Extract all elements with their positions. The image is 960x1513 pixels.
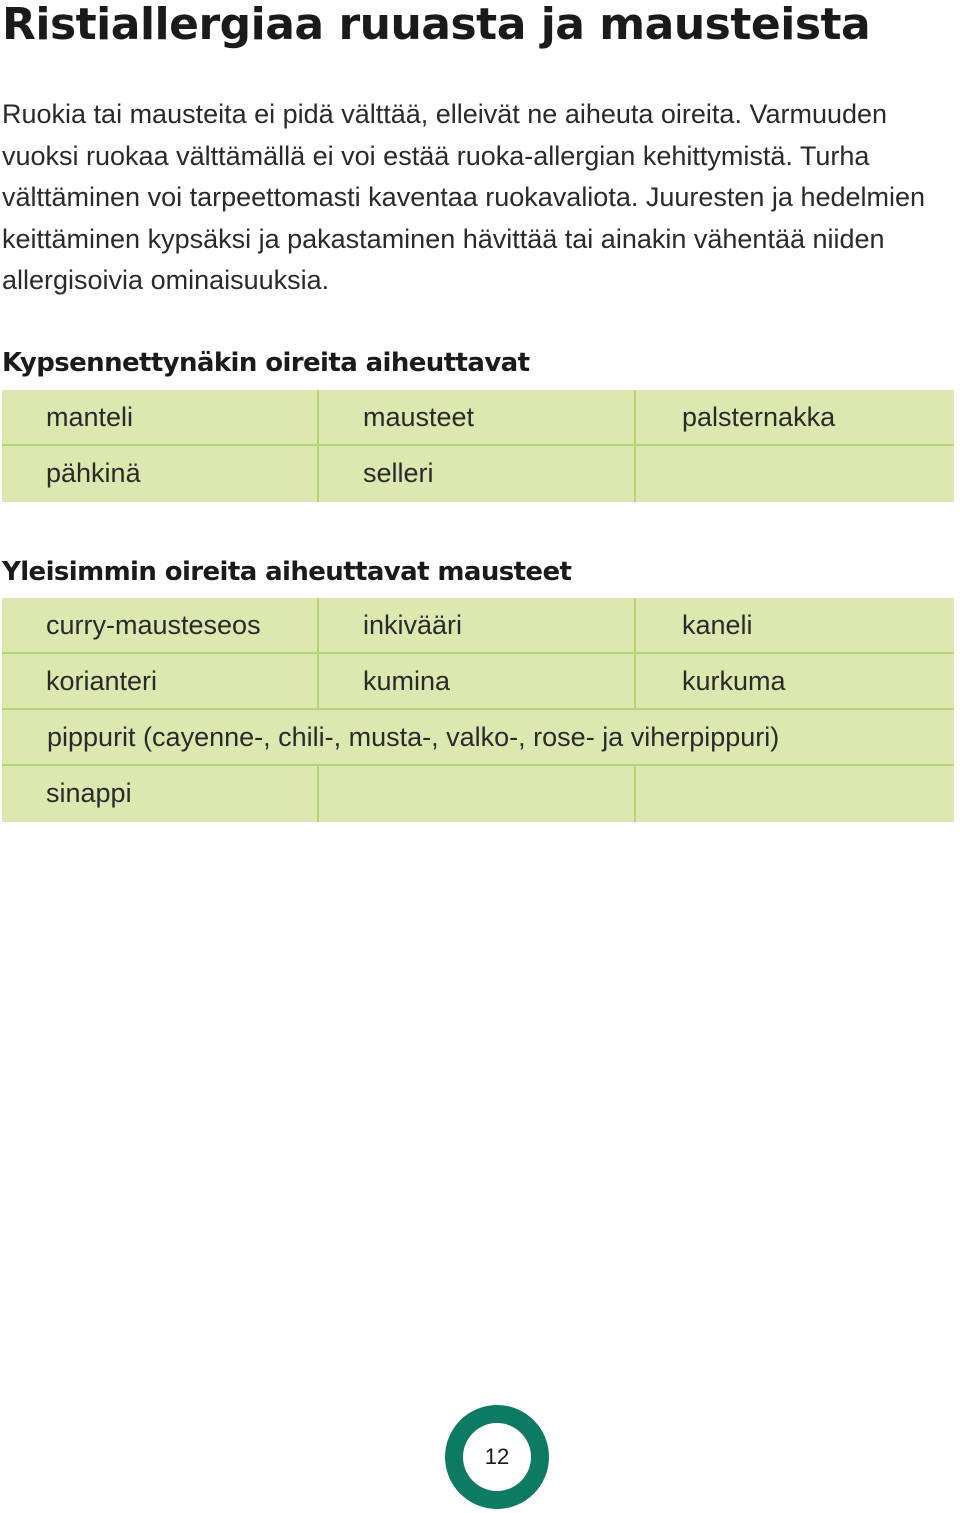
table-cell: kurkuma	[682, 666, 786, 696]
table-cell	[636, 446, 954, 502]
table-cell	[636, 766, 954, 822]
table-cell: sinappi	[2, 766, 319, 822]
table-row	[2, 390, 954, 446]
section-heading-spices: Yleisimmin oireita aiheuttavat mausteet	[2, 557, 572, 587]
table-row	[2, 654, 954, 710]
table-cell-span: pippurit (cayenne-, chili-, musta-, valko-, rose- ja viherpippuri)	[47, 722, 780, 752]
intro-paragraph: Ruokia tai mausteita ei pidä välttää, elleivät ne aiheuta oireita. Varmuuden vuoksi ruokaa välttämällä ei voi estää ruoka-allergian kehittymistä. Turha välttäminen voi tarpeettomasti kaventaa ruokavaliota. Juuresten ja hedelmien keittäminen kypsäksi ja pakastaminen hävittää tai ainakin vähentää niiden allergisoivia ominaisuuksia.	[2, 99, 926, 295]
table-cell: kumina	[319, 654, 636, 708]
table-cell: manteli	[2, 390, 319, 444]
table-row	[2, 766, 954, 822]
page-number: 12	[463, 1423, 531, 1491]
table-cell: palsternakka	[682, 402, 836, 432]
section-heading-cooked: Kypsennettynäkin oireita aiheuttavat	[2, 348, 530, 378]
table-row	[2, 710, 954, 766]
table-cell	[319, 766, 636, 822]
table-cell: pähkinä	[2, 446, 319, 502]
cooked-allergens-table	[2, 390, 954, 502]
table-cell: curry-mausteseos	[2, 598, 319, 652]
table-row	[2, 598, 954, 654]
table-cell: inkivääri	[319, 598, 636, 652]
spices-table	[2, 598, 954, 822]
table-cell: kaneli	[682, 610, 753, 640]
table-row	[2, 446, 954, 502]
table-cell: korianteri	[2, 654, 319, 708]
page-number-badge	[445, 1405, 549, 1509]
table-cell: selleri	[319, 446, 636, 502]
page-title: Ristiallergiaa ruuasta ja mausteista	[2, 0, 871, 50]
table-cell: mausteet	[319, 390, 636, 444]
